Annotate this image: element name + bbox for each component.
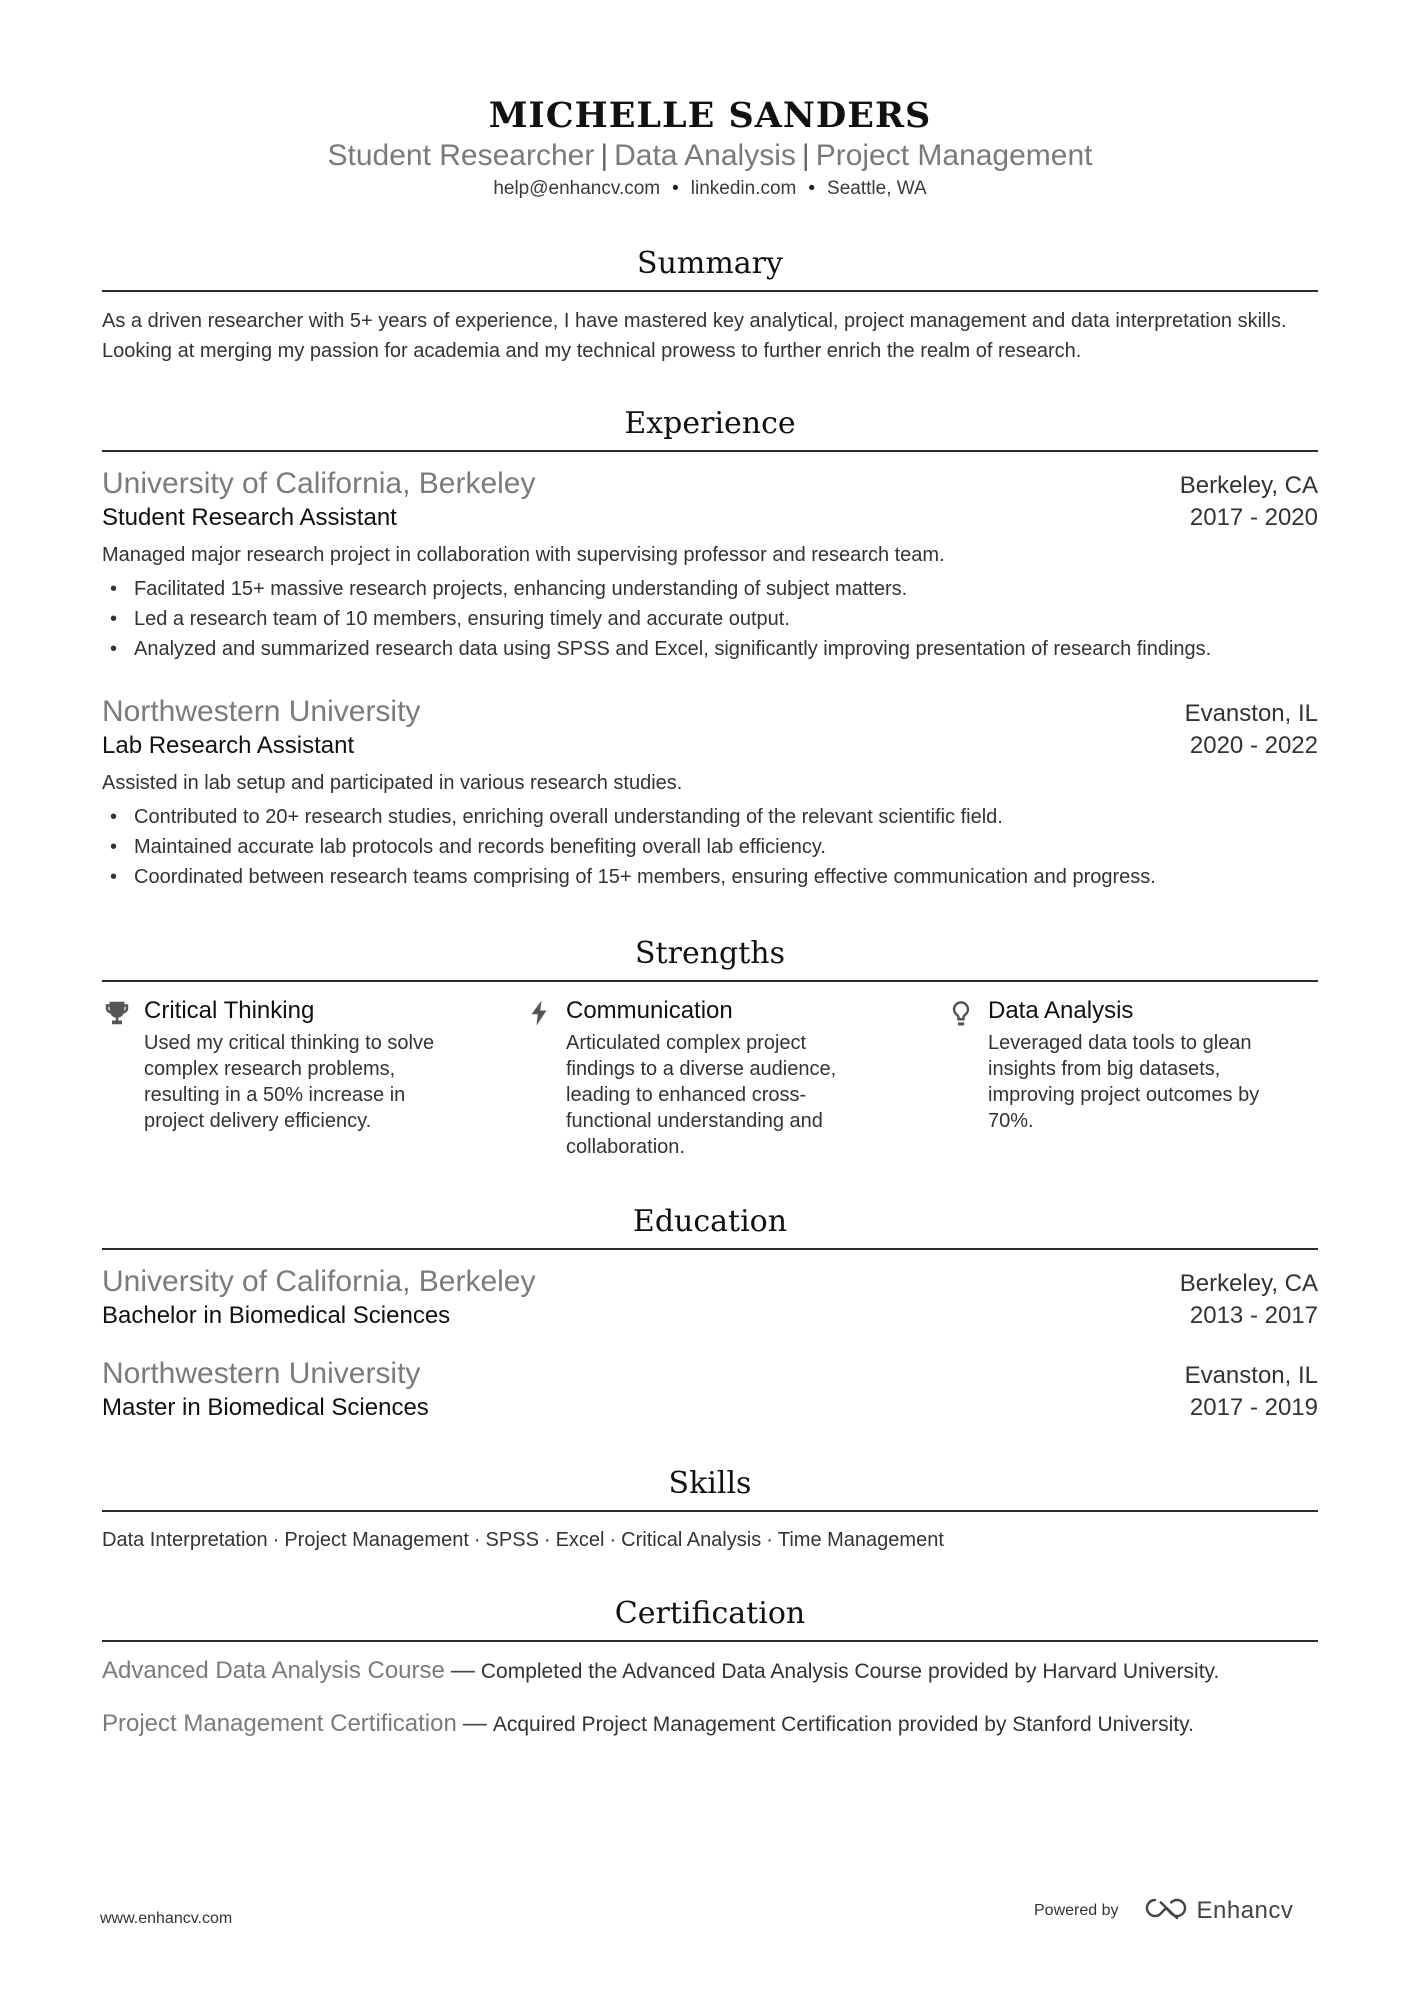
section-title: Strengths [102, 936, 1318, 982]
skill-item: Time Management [777, 1529, 944, 1551]
skills-list [102, 1526, 1318, 1554]
strength-item [946, 996, 1318, 1160]
certification-name: Project Management Certification [102, 1710, 457, 1737]
entry-location: Berkeley, CA [1179, 472, 1318, 499]
powered-by-label: Powered by [1034, 1901, 1119, 1919]
section-title: Education [102, 1204, 1318, 1250]
trophy-icon [102, 996, 144, 1160]
summary-section [102, 246, 1318, 366]
strength-item [524, 996, 946, 1160]
education-section [102, 1204, 1318, 1424]
skill-item: SPSS [485, 1529, 539, 1551]
strengths-section [102, 936, 1318, 1160]
skill-separator: · [766, 1529, 773, 1551]
degree-name: Master in Biomedical Sciences [102, 1394, 429, 1421]
achievement-item: • Led a research team of 10 members, ensuring timely and accurate output. [102, 604, 1318, 634]
certification-description: Acquired Project Management Certification provided by Stanford University. [492, 1713, 1194, 1736]
certification-name: Advanced Data Analysis Course [102, 1657, 445, 1684]
skills-section [102, 1466, 1318, 1554]
certification-section [102, 1596, 1318, 1740]
job-title: Lab Research Assistant [102, 732, 355, 759]
strength-title: Data Analysis [988, 997, 1134, 1024]
certification-dash: — [462, 1710, 487, 1737]
lightning-icon [524, 996, 566, 1160]
strength-item [102, 996, 524, 1160]
headline-item: Data Analysis [614, 139, 796, 172]
education-entry [102, 1264, 1318, 1332]
contact-separator: • [808, 178, 816, 199]
entry-dates: 2013 - 2017 [1189, 1302, 1318, 1329]
email-link[interactable]: help@enhancv.com [493, 178, 661, 199]
section-title: Experience [102, 406, 1318, 452]
entry-location: Berkeley, CA [1179, 1270, 1318, 1297]
location-text: Seattle, WA [827, 178, 927, 199]
certification-dash: — [450, 1657, 475, 1684]
strength-description: Articulated complex project findings to a diverse audience, leading to enhanced cross-functional understanding and collaboration. [566, 1032, 837, 1158]
achievement-item: • Facilitated 15+ massive research projects, enhancing understanding of subject matters. [102, 574, 1318, 604]
skill-separator: · [272, 1529, 280, 1551]
section-title: Summary [102, 246, 1318, 292]
entry-dates: 2020 - 2022 [1189, 732, 1318, 759]
summary-text: As a driven researcher with 5+ years of experience, I have mastered key analytical, project management and data interpretation skills. Looking at merging my passion for academia and my technical prowess to further enrich the realm of research. [102, 310, 1287, 362]
school-name: Northwestern University [102, 1357, 421, 1390]
resume-content [102, 96, 1318, 1740]
education-entry [102, 1356, 1318, 1424]
experience-entry [102, 466, 1318, 664]
entry-location: Evanston, IL [1184, 1362, 1318, 1389]
skill-separator: · [473, 1529, 481, 1551]
headline-separator: | [600, 139, 609, 172]
entry-description: Managed major research project in collaboration with supervising professor and research team. [102, 544, 945, 566]
achievement-item: • Maintained accurate lab protocols and records benefiting overall lab efficiency. [102, 832, 1318, 862]
resume-header [102, 96, 1318, 202]
skill-item: Critical Analysis [621, 1529, 762, 1551]
brand-name[interactable]: Enhancv [1196, 1896, 1294, 1924]
headline [102, 138, 1318, 174]
job-title: Student Research Assistant [102, 504, 397, 531]
headline-item: Project Management [815, 139, 1093, 172]
experience-section [102, 406, 1318, 892]
certification-description: Completed the Advanced Data Analysis Course provided by Harvard University. [480, 1660, 1220, 1683]
candidate-name: MICHELLE SANDERS [488, 95, 932, 136]
organization-name: Northwestern University [102, 695, 421, 728]
strength-description: Used my critical thinking to solve complex research problems, resulting in a 50% increase in project delivery efficiency. [144, 1032, 435, 1132]
skill-separator: · [609, 1529, 617, 1551]
strength-title: Critical Thinking [144, 997, 315, 1024]
achievement-list [102, 574, 1318, 664]
skill-item: Data Interpretation [102, 1529, 268, 1551]
skill-item: Excel [555, 1529, 605, 1551]
strengths-grid [102, 996, 1318, 1160]
contact-info [102, 176, 1318, 202]
strength-title: Communication [566, 997, 733, 1024]
entry-description: Assisted in lab setup and participated in various research studies. [102, 772, 683, 794]
strength-description: Leveraged data tools to glean insights from big datasets, improving project outcomes by 70%. [988, 1032, 1260, 1132]
section-title: Certification [102, 1596, 1318, 1642]
entry-dates: 2017 - 2019 [1189, 1394, 1318, 1421]
experience-entry [102, 694, 1318, 892]
skill-item: Project Management [284, 1529, 469, 1551]
achievement-item: • Contributed to 20+ research studies, enriching overall understanding of the relevant scientific field. [102, 802, 1318, 832]
achievement-item: • Coordinated between research teams comprising of 15+ members, ensuring effective communication and progress. [102, 862, 1318, 892]
powered-by [1034, 1896, 1293, 1925]
enhancv-logo-icon [1143, 1896, 1189, 1925]
entry-dates: 2017 - 2020 [1189, 504, 1318, 531]
lightbulb-icon [946, 996, 988, 1160]
certification-item [102, 1656, 1318, 1687]
degree-name: Bachelor in Biomedical Sciences [102, 1302, 451, 1329]
skill-separator: · [543, 1529, 551, 1551]
linkedin-link[interactable]: linkedin.com [690, 178, 797, 199]
organization-name: University of California, Berkeley [102, 467, 536, 500]
contact-separator: • [672, 178, 679, 199]
headline-separator: | [801, 139, 810, 172]
achievement-item: • Analyzed and summarized research data using SPSS and Excel, significantly improving presentation of research findings. [102, 634, 1318, 664]
school-name: University of California, Berkeley [102, 1265, 536, 1298]
website-link[interactable]: www.enhancv.com [100, 1910, 233, 1927]
certification-item [102, 1709, 1318, 1740]
achievement-list [102, 802, 1318, 892]
section-title: Skills [102, 1466, 1318, 1512]
entry-location: Evanston, IL [1184, 700, 1318, 727]
headline-item: Student Researcher [327, 139, 595, 172]
